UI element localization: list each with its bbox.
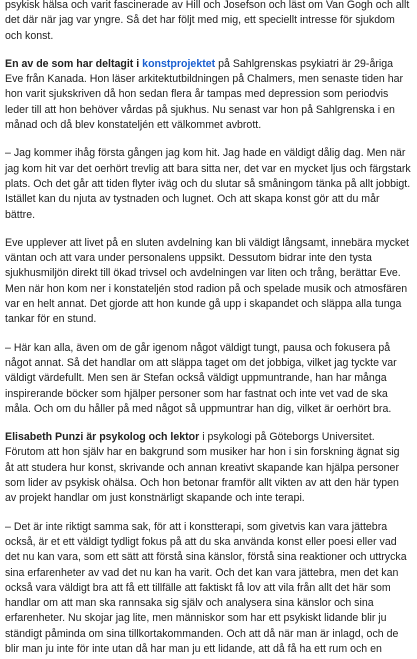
paragraph-eve-introduction xyxy=(5,57,411,133)
paragraph-eve-quote-first-visit: – Jag kommer ihåg första gången jag kom hit. Jag hade en väldigt dålig dag. Men när jag kom hit var det oerhört trevlig att bara sitta ner, det var en mycket ljus och färgstark plats. Och det går att tiden flyter iväg och du slutar så småningom tänka på allt jobbigt. Istället kan du njuta av tystnaden och lugnet. Och att skapa konst gör att du mår bättre. xyxy=(5,147,411,221)
paragraph-body-text: på Sahlgrenskas psykiatri är 29-åriga Eve från Kanada. Hon läser arkitektutbildningen på Chalmers, men senaste tiden har hon varit sjukskriven då hon sedan flera år tampas med depression som periodvis leder till att hon behöver vårdas på sjukhus. Nu senast var hon på Sahlgrenska i en månad och då blev konstateljén ett välkommet avbrott. xyxy=(5,57,404,132)
paragraph-closed-ward: Eve upplever att livet på en sluten avdelning kan bli väldigt långsamt, innebära mycket väntan och att vara under personalens uppsikt. Dessutom bidrar inte den tysta sjukhusmiljön direkt till ökad trivsel och avdelningen var liten och trång, berättar Eve. Men när hon kom ner i konstateljén stod radion på och spelade musik och atmosfären var en helt annat. Det gjorde att hon kunde gå upp i skapandet och släppa alla tunga tankar för en stund. xyxy=(5,236,409,326)
konstprojektet-link[interactable]: konstprojektet xyxy=(142,57,216,70)
paragraph-body-text: i psykologi på Göteborgs Universitet. Förutom att hon själv har en bakgrund som musiker har hon i sin forskning ägnat sig åt att studera hur konst, skrivande och annan kreativt skapande kan hjälpa personer som lider av psykisk ohälsa. Och hon betonar framför allt vikten av att den här typen av projekt handlar om just konstnärligt skapande och inte terapi. xyxy=(5,431,400,505)
paragraph-eve-quote-letting-go: – Här kan alla, även om de går igenom något väldigt tungt, pausa och fokusera på något annat. Så det handlar om att släppa taget om det jobbiga, vilket jag tyckte var väldigt värdefullt. Men sen är Stefan också väldigt uppmuntrande, han har många inspirerande böcker som hjälper personer som har fastnat och inte vet vad de ska måla. Och om du håller på med något så uppmuntrar han dig, vilket är oerhört bra. xyxy=(5,341,397,415)
paragraph-lead-name: Elisabeth Punzi är psykolog och lektor xyxy=(5,431,200,444)
paragraph-elisabeth-punzi xyxy=(5,430,411,506)
paragraph-lead-text: En av de som har deltagit i xyxy=(5,57,143,70)
paragraph-punzi-quote-art-therapy: – Det är inte riktigt samma sak, för att i konstterapi, som givetvis kan vara jättebra också, är et ett väldigt tydligt fokus på att du ska använda konst eller poesi eller vad det nu kan vara, som ett sätt att förstå sina känslor, förstå sina reaktioner och uttrycka sina erfarenheter av vad det nu kan ha varit. Och det kan vara jättebra, men det kan också vara väldigt bra att få ett tillfälle att faktiskt få lov att vila från allt det här som handlar om att man ska rannsaka sig själv och analysera sina känslor och sina erfarenheter. Nu skojar jag lite, men människor som har ett psykiskt lidande blir ju ständigt påminda om sina tillkortakommanden. Och att då när man är inlagd, och de blir man ju inte för inte utan då har man ju ett lidande, att då få ha ett rum och en xyxy=(5,520,407,655)
paragraph-intro-continued: psykisk hälsa och varit fascinerade av Hill och Josefson och läst om Van Gogh och allt det där när jag var yngre. Så det har följt med mig, ett speciellt intresse för sjukdom och konst. xyxy=(5,0,410,42)
